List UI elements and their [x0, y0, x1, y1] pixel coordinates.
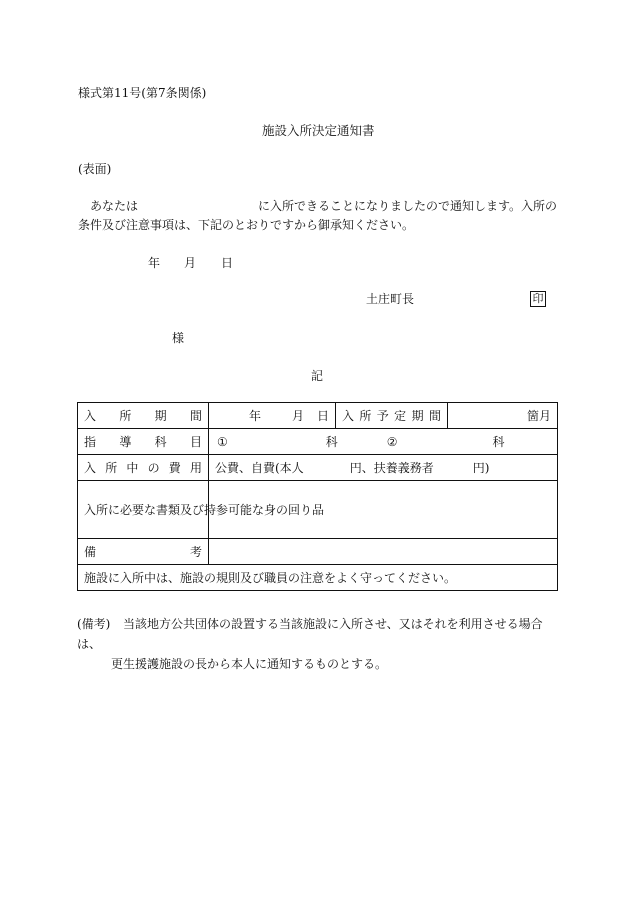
remarks-label: 備 考: [84, 544, 202, 559]
cost-text-a: 公費、自費(本人: [215, 460, 304, 475]
row-period: [78, 403, 558, 429]
period-value-cell: [209, 403, 336, 429]
period-label-cell: [78, 403, 209, 429]
row-notice: [78, 565, 558, 591]
body-line1-end: に入所できることになりましたので通知します。入所の: [258, 199, 558, 213]
body-line1-start: あなたは: [90, 199, 139, 213]
date-year: 年: [148, 256, 161, 270]
notice-text: 施設に入所中は、施設の規則及び職員の注意をよく守ってください。: [78, 565, 558, 591]
guidance-ka2: 科: [492, 434, 505, 449]
guidance-num1: ①: [217, 434, 228, 449]
body-line2: 条件及び注意事項は、下記のとおりですから御承知ください。: [78, 218, 415, 232]
guidance-ka1: 科: [325, 434, 338, 449]
remarks-value-cell: [209, 539, 558, 565]
docs-label: 入所に必要な書類及び持参可能な身の回り品: [78, 481, 209, 539]
document-title: 施設入所決定通知書: [262, 123, 375, 138]
cost-text-b: 円、扶養義務者: [349, 460, 434, 475]
row-cost: [78, 455, 558, 481]
guidance-num2: ②: [386, 434, 398, 449]
details-table: [77, 402, 558, 591]
seal-mark: 印: [530, 291, 546, 307]
side-label: (表面): [78, 162, 112, 176]
period-year: 年: [249, 408, 262, 423]
guidance-label-cell: [78, 429, 209, 455]
planned-label: 入 所 予 定 期 間: [342, 408, 441, 423]
remarks-label-cell: [78, 539, 209, 565]
cost-label: 入 所 中 の 費 用: [84, 460, 202, 475]
row-guidance: [78, 429, 558, 455]
cost-label-cell: [78, 455, 209, 481]
row-remarks: [78, 539, 558, 565]
form-number: 様式第11号(第7条関係): [78, 86, 207, 100]
footnote: [77, 614, 562, 674]
cost-value-cell: [209, 455, 558, 481]
issuer-title: 土庄町長: [366, 292, 415, 306]
guidance-value-cell: [209, 429, 558, 455]
ki-label: 記: [311, 369, 324, 383]
months-unit: 箇月: [526, 408, 551, 423]
footnote-line2: 更生援護施設の長から本人に通知するものとする。: [111, 657, 388, 671]
guidance-label: 指 導 科 目: [84, 434, 202, 449]
addressee-suffix: 様: [172, 331, 185, 345]
date-day: 日: [221, 256, 234, 270]
planned-label-cell: [336, 403, 448, 429]
period-month: 月: [292, 408, 305, 423]
footnote-line1: 当該地方公共団体の設置する当該施設に入所させ、又はそれを利用させる場合は、: [77, 617, 543, 651]
footnote-head: (備考): [77, 617, 111, 631]
date-month: 月: [184, 256, 197, 270]
cost-text-c: 円): [472, 460, 490, 475]
period-label: 入 所 期 間: [84, 408, 202, 423]
row-documents: [78, 481, 558, 539]
period-day: 日: [316, 408, 329, 423]
planned-value-cell: [448, 403, 558, 429]
